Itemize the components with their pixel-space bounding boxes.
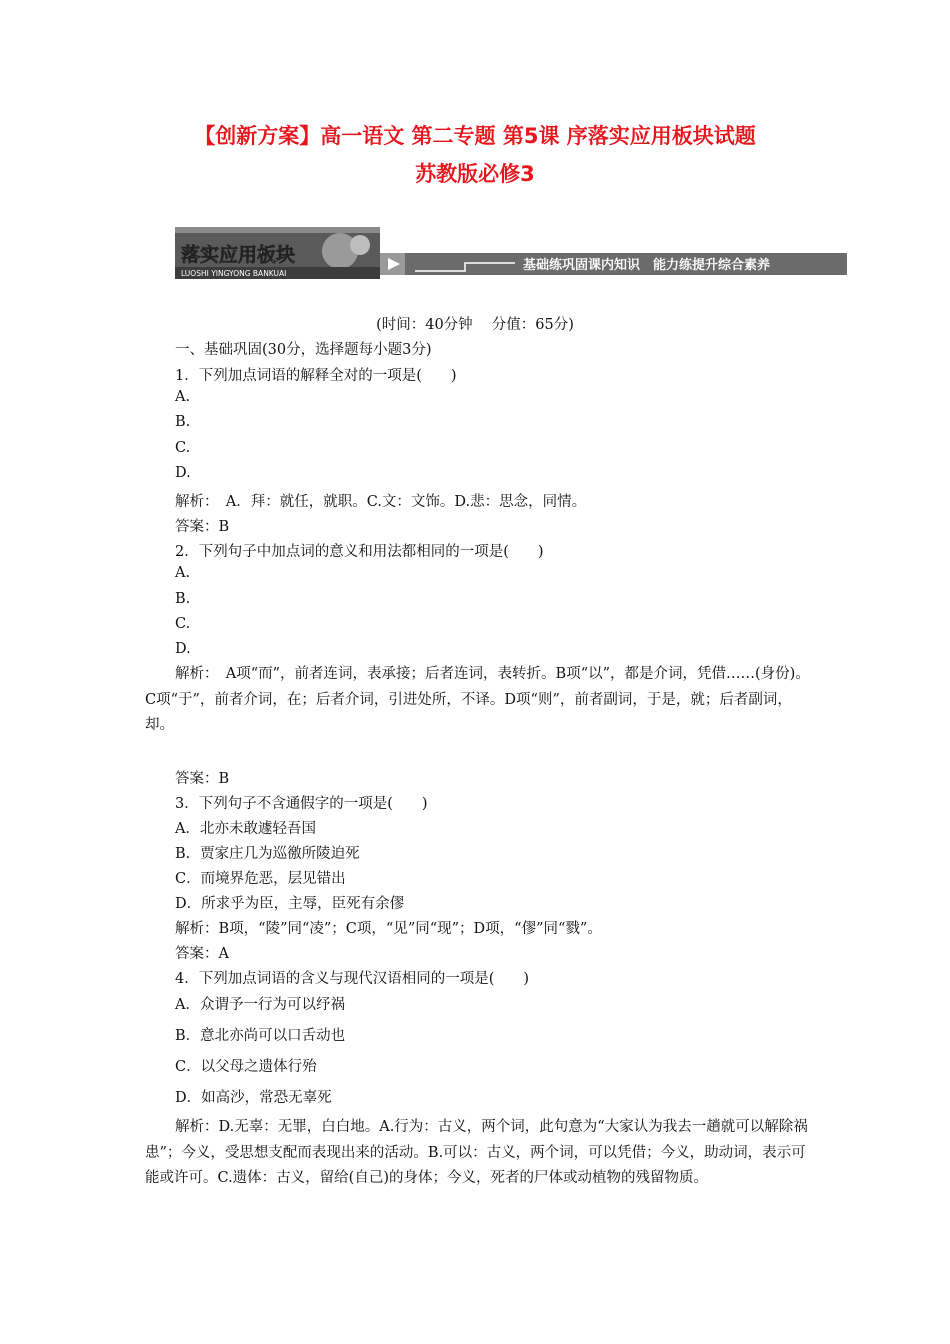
time-and-score: (时间：40分钟 分值：65分) <box>376 317 574 333</box>
q1-stem: 1．下列加点词语的解释全对的一项是( ) <box>175 368 457 384</box>
q4-option-c: C．以父母之遗体行殆 <box>175 1059 317 1075</box>
document-title-line1: 【创新方案】高一语文 第二专题 第5课 序落实应用板块试题 <box>194 124 756 148</box>
q1-option-a: A. <box>175 389 191 405</box>
q4-analysis: 解析：D.无辜：无罪，白白地。A.行为：古义，两个词，此句意为“大家认为我去一趟就可以解除祸患”；今义，受思想支配而表现出来的活动。B.可以：古义，两个词，可以凭借；今义，助动词，表示可能或许可。C.遗体：古义，留给(自己)的身体；今义，死者的尸体或动植物的残留物质。 <box>145 1119 808 1186</box>
q3-analysis: 解析：B项，“陵”同“凌”；C项，“见”同“现”；D项，“僇”同“戮”。 <box>175 921 602 937</box>
q1-option-d: D. <box>175 465 191 481</box>
q2-option-b: B. <box>175 591 191 607</box>
q1-option-b: B. <box>175 414 191 430</box>
q4-stem: 4．下列加点词语的含义与现代汉语相同的一项是( ) <box>175 971 530 987</box>
q1-option-c: C. <box>175 440 191 456</box>
q3-option-d: D．所求乎为臣，主辱，臣死有余僇 <box>175 896 405 912</box>
q3-option-a: A．北亦未敢遽轻吾国 <box>175 821 316 837</box>
q4-option-b: B．意北亦尚可以口舌动也 <box>175 1028 346 1044</box>
q3-answer: 答案：A <box>175 946 229 962</box>
banner-slogan: 基础练巩固课内知识 能力练提升综合素养 <box>523 258 771 273</box>
q4-option-a: A．众谓予一行为可以纾祸 <box>175 997 345 1013</box>
q3-stem: 3．下列句子不含通假字的一项是( ) <box>175 796 428 812</box>
q1-answer: 答案：B <box>175 519 230 535</box>
banner-pinyin: LUOSHI YINGYONG BANKUAI <box>181 269 287 278</box>
q2-answer: 答案：B <box>175 771 230 787</box>
q3-option-c: C．而境界危恶，层见错出 <box>175 871 346 887</box>
banner-label: 落实应用板块 <box>181 244 296 266</box>
q2-analysis: 解析： A项“而”，前者连词，表承接；后者连词，表转折。B项“以”，都是介词，凭借……(身份)。C项“于”，前者介词，在；后者介词，引进处所，不译。D项“则”，前者副词，于是，就；后者副词，却。 <box>145 666 810 733</box>
q2-option-a: A. <box>175 565 191 581</box>
section-heading: 一、基础巩固(30分，选择题每小题3分) <box>175 342 432 358</box>
q2-option-d: D. <box>175 641 191 657</box>
q2-option-c: C. <box>175 616 191 632</box>
q2-stem: 2．下列句子中加点词的意义和用法都相同的一项是( ) <box>175 544 544 560</box>
document-title-line2: 苏教版必修3 <box>415 162 535 186</box>
q1-analysis: 解析： A．拜：就任，就职。C.文：文饰。D.悲：思念，同情。 <box>175 494 587 510</box>
q4-option-d: D．如高沙，常恐无辜死 <box>175 1090 332 1106</box>
q3-option-b: B．贾家庄几为巡徼所陵迫死 <box>175 846 360 862</box>
section-banner <box>175 225 847 281</box>
